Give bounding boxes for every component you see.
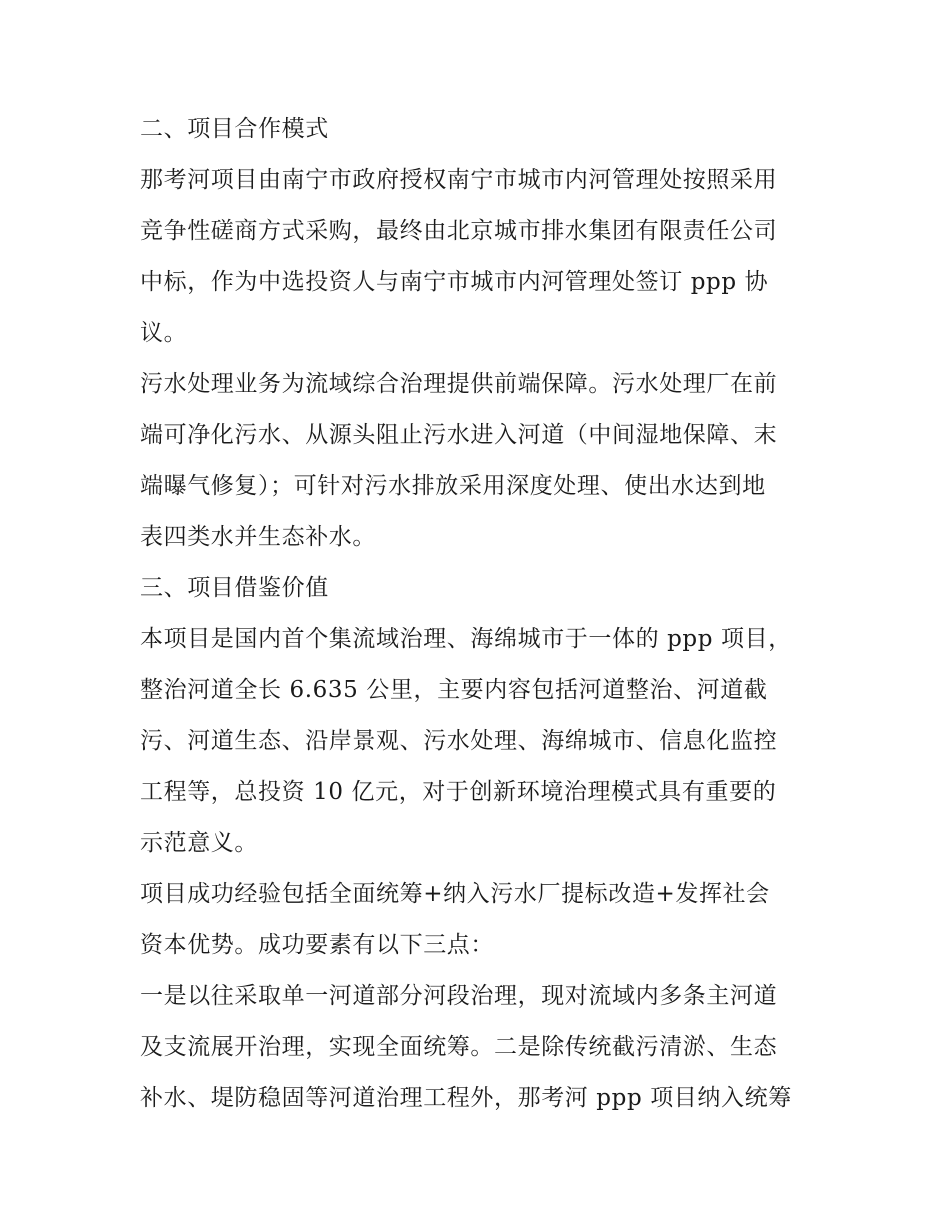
paragraph-line: 端可净化污水、从源头阻止污水进入河道（中间湿地保障、末 — [140, 422, 778, 448]
paragraph-line: 工程等，总投资 10 亿元，对于创新环境治理模式具有重要的 — [140, 779, 777, 805]
paragraph-line: 示范意义。 — [140, 830, 258, 856]
paragraph-line: 竞争性磋商方式采购，最终由北京城市排水集团有限责任公司 — [140, 218, 778, 244]
document-body — [140, 110, 830, 1130]
paragraph-line: 资本优势。成功要素有以下三点： — [140, 932, 494, 958]
paragraph-line: 议。 — [140, 320, 188, 346]
paragraph-line: 污、河道生态、沿岸景观、污水处理、海绵城市、信息化监控 — [140, 728, 778, 754]
paragraph-line: 及支流展开治理，实现全面统筹。二是除传统截污清淤、生态 — [140, 1034, 778, 1060]
paragraph-line: 中标，作为中选投资人与南宁市城市内河管理处签订 ppp 协 — [140, 269, 769, 295]
paragraph-line: 表四类水并生态补水。 — [140, 524, 376, 550]
paragraph-line: 那考河项目由南宁市政府授权南宁市城市内河管理处按照采用 — [140, 167, 778, 193]
paragraph-line: 一是以往采取单一河道部分河段治理，现对流域内多条主河道 — [140, 983, 778, 1009]
paragraph-line: 项目成功经验包括全面统筹+纳入污水厂提标改造+发挥社会 — [140, 881, 770, 907]
section-heading-cooperation-mode: 二、项目合作模式 — [140, 116, 329, 142]
paragraph-line: 补水、堤防稳固等河道治理工程外，那考河 ppp 项目纳入统筹 — [140, 1085, 792, 1111]
paragraph-line: 整治河道全长 6.635 公里，主要内容包括河道整治、河道截 — [140, 677, 768, 703]
paragraph-line: 本项目是国内首个集流域治理、海绵城市于一体的 ppp 项目， — [140, 626, 792, 652]
paragraph-line: 端曝气修复）；可针对污水排放采用深度处理、使出水达到地 — [140, 473, 766, 499]
paragraph-line: 污水处理业务为流域综合治理提供前端保障。污水处理厂在前 — [140, 371, 778, 397]
section-heading-reference-value: 三、项目借鉴价值 — [140, 575, 329, 601]
